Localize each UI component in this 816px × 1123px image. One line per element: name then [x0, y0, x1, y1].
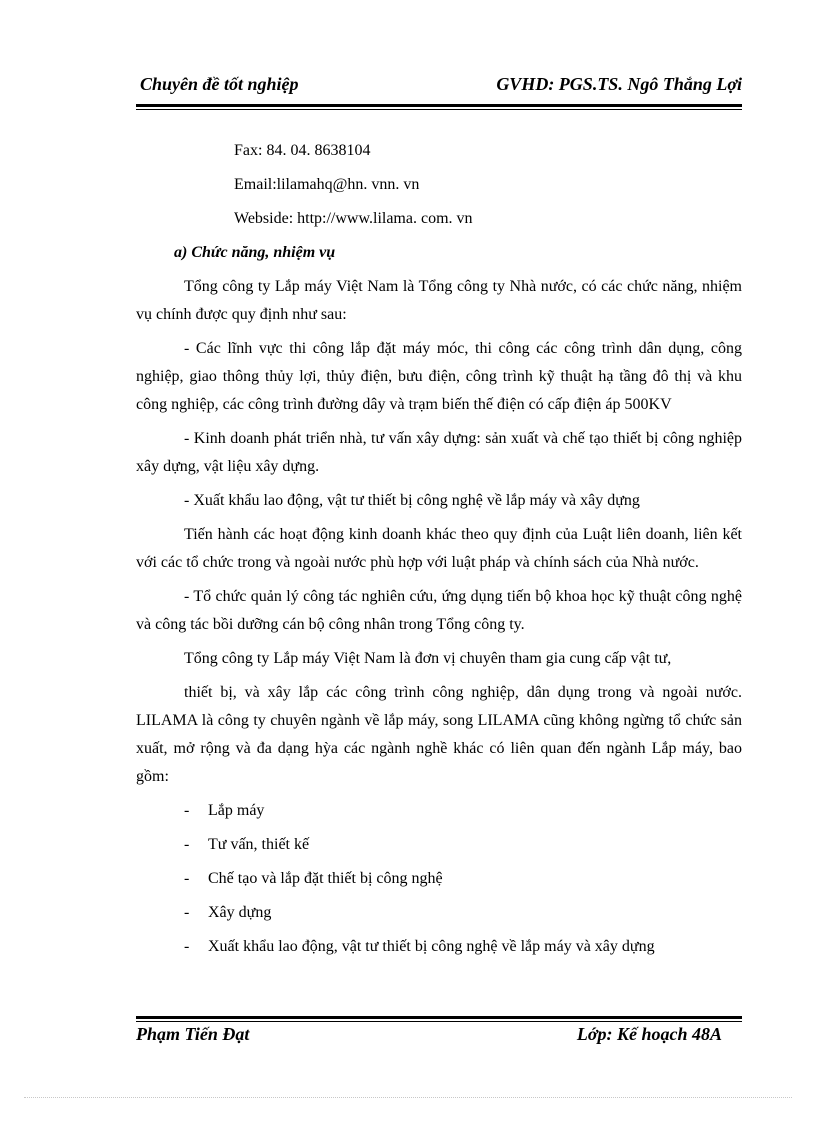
- list-item: [136, 797, 742, 825]
- page-bottom-dotted-line: [24, 1097, 792, 1098]
- list-marker: -: [184, 938, 190, 955]
- footer-author: Phạm Tiến Đạt: [136, 1024, 250, 1044]
- footer-rule-thick: [136, 1016, 742, 1019]
- footer-class: Lớp: Kế hoạch 48A: [576, 1024, 722, 1044]
- list-item: [136, 933, 742, 961]
- list-item: [136, 831, 742, 859]
- list-item: [136, 865, 742, 893]
- header-title: Chuyên đề tốt nghiệp: [140, 74, 299, 94]
- header-advisor: GVHD: PGS.TS. Ngô Thắng Lợi: [496, 74, 742, 94]
- paragraph-lilama-2: thiết bị, và xây lắp các công trình công nghiệp, dân dụng trong và ngoài nước. LILAMA là công ty chuyên ngành về lắp máy, song LILAMA cũng không ngừng tổ chức sản xuất, mở rộng và đa dạng hỳa các ngành nghề khác có liên quan đến ngành Lắp máy, bao gồm:: [136, 684, 742, 785]
- contact-website: Webside: http://www.lilama. com. vn: [234, 210, 473, 227]
- list-item-text: Xuất khẩu lao động, vật tư thiết bị công nghệ về lắp máy và xây dựng: [208, 938, 655, 955]
- page-header: [136, 74, 742, 100]
- paragraph-intro: Tổng công ty Lắp máy Việt Nam là Tổng công ty Nhà nước, có các chức năng, nhiệm vụ chính được quy định như sau:: [136, 278, 742, 323]
- contact-fax: Fax: 84. 04. 8638104: [234, 142, 371, 159]
- list-item-text: Chế tạo và lắp đặt thiết bị công nghệ: [208, 870, 443, 887]
- paragraph-lilama-1: Tổng công ty Lắp máy Việt Nam là đơn vị chuyên tham gia cung cấp vật tư,: [184, 650, 672, 667]
- list-marker: -: [184, 904, 190, 921]
- contact-email: Email:lilamahq@hn. vnn. vn: [234, 176, 420, 193]
- list-marker: -: [184, 802, 190, 819]
- footer-rule-thin: [136, 1021, 742, 1022]
- paragraph-dash-1: - Các lĩnh vực thi công lắp đặt máy móc, thi công các công trình dân dụng, công nghiệp, giao thông thủy lợi, thủy điện, bưu điện, công trình kỹ thuật hạ tầng đô thị và khu công nghiệp, các công trình đường dây và trạm biến thế điện có cấp điện áp 500KV: [136, 340, 742, 413]
- paragraph-business: Tiến hành các hoạt động kinh doanh khác theo quy định của Luật liên doanh, liên kết với các tổ chức trong và ngoài nước phù hợp với luật pháp và chính sách của Nhà nước.: [136, 526, 742, 571]
- section-heading: a) Chức năng, nhiệm vụ: [174, 244, 336, 261]
- list-item-text: Tư vấn, thiết kế: [208, 836, 310, 853]
- list-item-text: Lắp máy: [208, 802, 265, 819]
- paragraph-dash-4: - Tổ chức quản lý công tác nghiên cứu, ứng dụng tiến bộ khoa học kỹ thuật công nghệ và công tác bồi dưỡng cán bộ công nhân trong Tổng công ty.: [136, 588, 742, 633]
- list-item-text: Xây dựng: [208, 904, 272, 921]
- paragraph-dash-2: - Kinh doanh phát triển nhà, tư vấn xây dựng: sản xuất và chế tạo thiết bị công nghiệp xây dựng, vật liệu xây dựng.: [136, 430, 742, 475]
- header-rule-thick: [136, 104, 742, 107]
- list-marker: -: [184, 836, 190, 853]
- list-item: [136, 899, 742, 927]
- page-footer: [136, 1024, 742, 1050]
- header-rule-thin: [136, 109, 742, 110]
- activity-list: [136, 797, 742, 961]
- list-marker: -: [184, 870, 190, 887]
- paragraph-dash-3: - Xuất khẩu lao động, vật tư thiết bị công nghệ về lắp máy và xây dựng: [184, 492, 640, 509]
- document-body: [136, 137, 742, 967]
